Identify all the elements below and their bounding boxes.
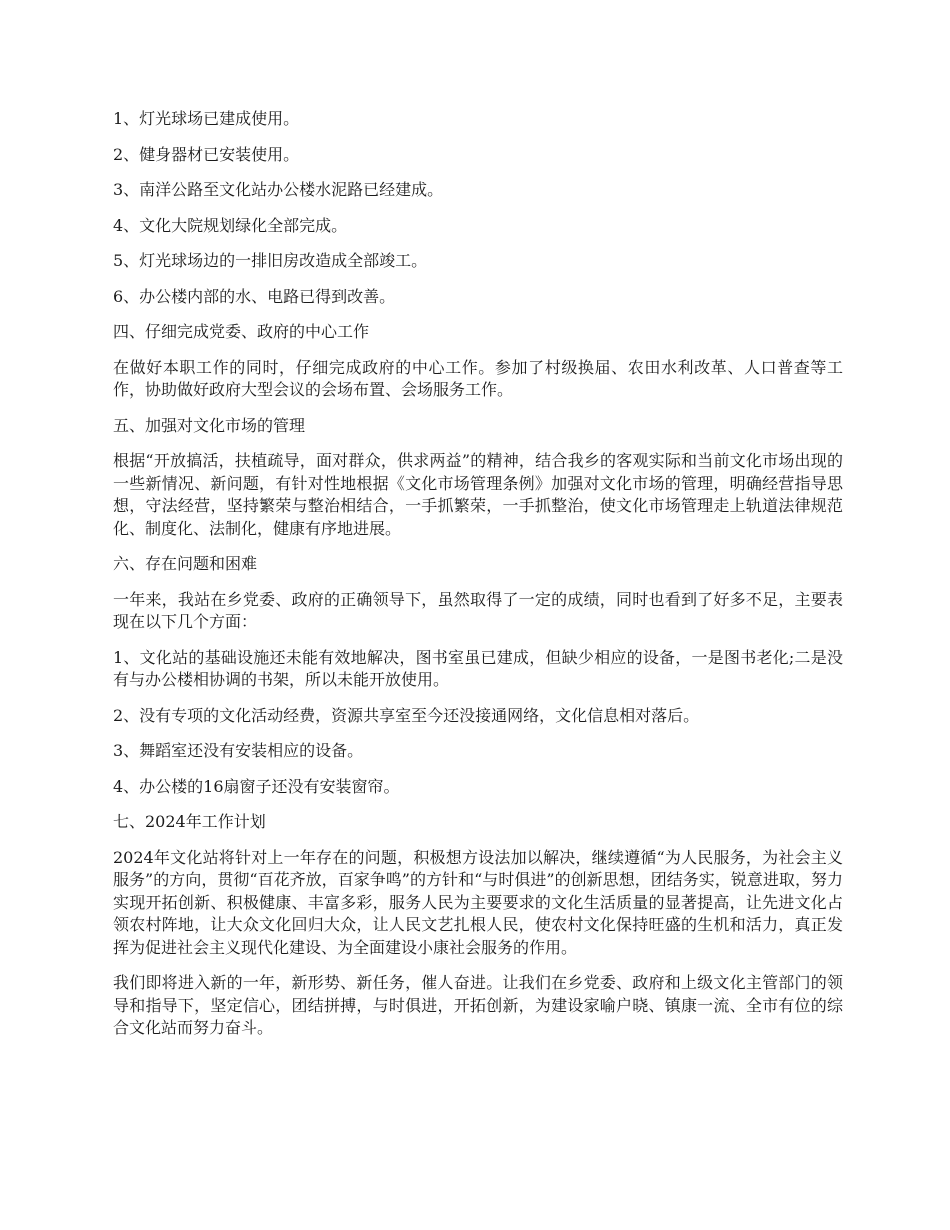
list-item-1: 1、灯光球场已建成使用。 — [113, 109, 300, 128]
problem-item-2: 2、没有专项的文化活动经费，资源共享室至今还没接通网络，文化信息相对落后。 — [113, 705, 700, 725]
body-paragraph: 2024年文化站将针对上一年存在的问题，积极想方设法加以解决，继续遵循“为人民服务，为社会主义服务”的方向，贯彻“百花齐放，百家争鸣”的方针和“与时俱进”的创新思想，团结务实，锐意进取，努力实现开拓创新、积极健康、丰富多彩，服务人民为主要要求的文化生活质量的显著提高，让先进文化占领农村阵地，让大众文化回归大众，让人民文艺扎根人民，使农村文化保持旺盛的生机和活力，真正发挥为促进社会主义现代化建设、为全面建设小康社会服务的作用。 — [113, 847, 843, 957]
document-page — [113, 108, 843, 1053]
body-paragraph: 我们即将进入新的一年，新形势、新任务，催人奋进。让我们在乡党委、政府和上级文化主管部门的领导和指导下，坚定信心，团结拼搏，与时俱进，开拓创新，为建设家喻户晓、镇康一流、全市有位的综合文化站而努力奋斗。 — [113, 973, 843, 1037]
problem-item-4: 4、办公楼的16扇窗子还没有安装窗帘。 — [113, 776, 400, 796]
section-heading-5: 五、加强对文化市场的管理 — [113, 415, 306, 435]
problem-item-3: 3、舞蹈室还没有安装相应的设备。 — [113, 741, 364, 760]
list-item-5: 5、灯光球场边的一排旧房改造成全部竣工。 — [113, 251, 428, 270]
section-heading-7: 七、2024年工作计划 — [113, 812, 266, 831]
section-heading-4: 四、仔细完成党委、政府的中心工作 — [113, 322, 370, 341]
list-item-3: 3、南洋公路至文化站办公楼水泥路已经建成。 — [113, 180, 444, 199]
body-paragraph: 根据“开放搞活，扶植疏导，面对群众，供求两益”的精神，结合我乡的客观实际和当前文化市场出现的一些新情况、新问题，有针对性地根据《文化市场管理条例》加强对文化市场的管理，明确经营指导思想，守法经营，坚持繁荣与整治相结合，一手抓繁荣，一手抓整治，使文化市场管理走上轨道法律规范化、制度化、法制化，健康有序地进展。 — [113, 451, 843, 538]
problem-item-1: 1、文化站的基础设施还未能有效地解决，图书室虽已建成，但缺少相应的设备，一是图书老化;二是没有与办公楼相协调的书架，所以未能开放使用。 — [113, 647, 843, 689]
section-heading-6: 六、存在问题和困难 — [113, 554, 258, 573]
body-paragraph: 在做好本职工作的同时，仔细完成政府的中心工作。参加了村级换届、农田水利改革、人口普查等工作，协助做好政府大型会议的会场布置、会场服务工作。 — [113, 357, 843, 399]
list-item-6: 6、办公楼内部的水、电路已得到改善。 — [113, 286, 396, 306]
list-item-4: 4、文化大院规划绿化全部完成。 — [113, 215, 348, 235]
body-paragraph: 一年来，我站在乡党委、政府的正确领导下，虽然取得了一定的成绩，同时也看到了好多不足，主要表现在以下几个方面： — [113, 589, 843, 631]
list-item-2: 2、健身器材已安装使用。 — [113, 144, 300, 164]
